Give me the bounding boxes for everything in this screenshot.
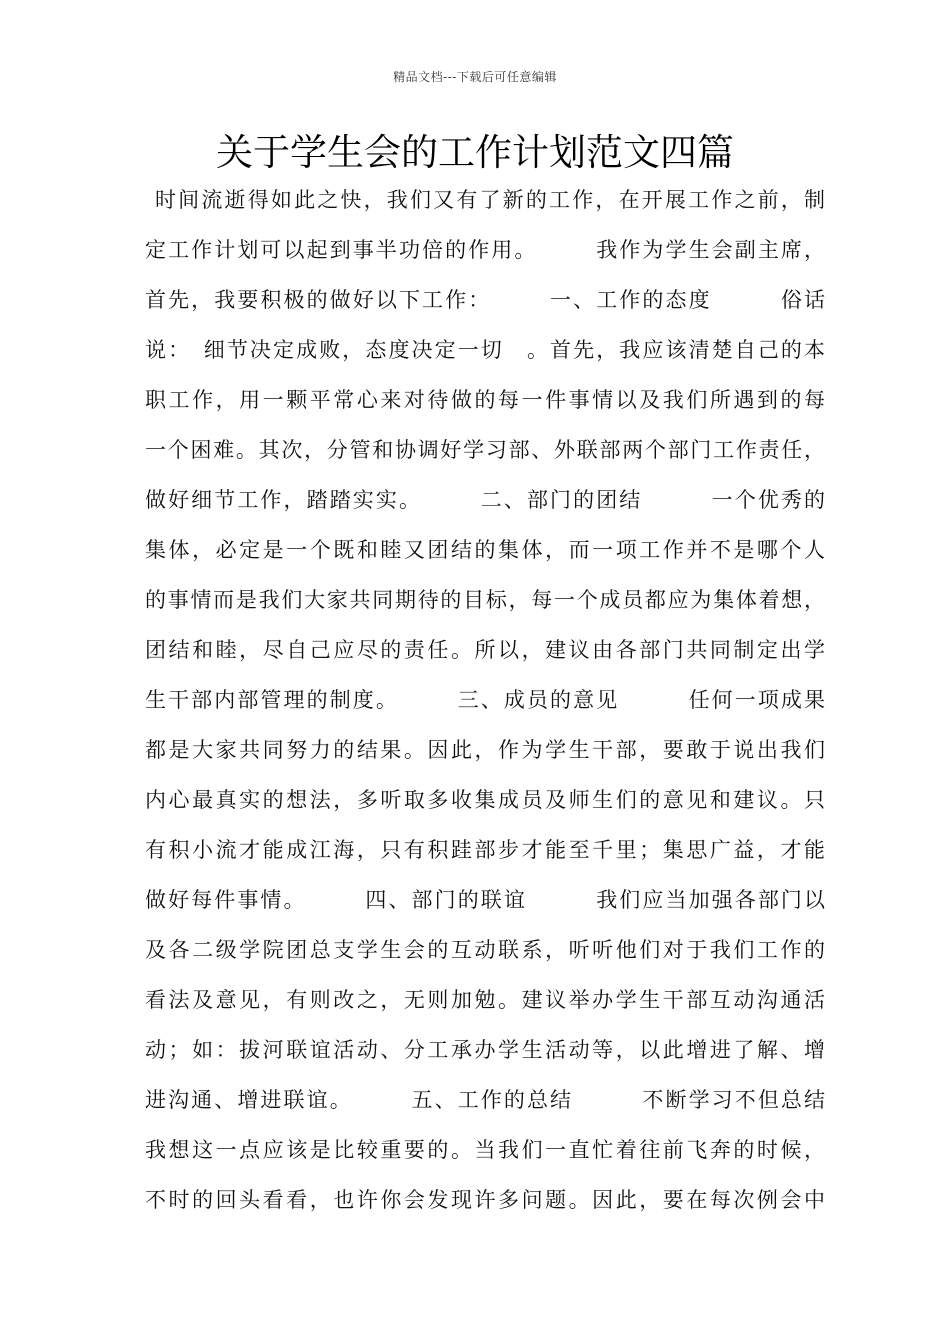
document-title: 关于学生会的工作计划范文四篇 xyxy=(216,131,734,174)
body-line: 都是大家共同努力的结果。因此，作为学生干部，要敢于说出我们 xyxy=(145,738,825,762)
body-line: 定工作计划可以起到事半功倍的作用。 我作为学生会副主席， xyxy=(145,238,825,262)
body-line: 内心最真实的想法，多听取多收集成员及师生们的意见和建议。只 xyxy=(145,788,825,812)
body-line: 职工作，用一颗平常心来对待做的每一件事情以及我们所遇到的每 xyxy=(145,388,825,412)
body-line: 时间流逝得如此之快，我们又有了新的工作，在开展工作之前，制 xyxy=(155,188,825,212)
body-line: 动；如：拔河联谊活动、分工承办学生活动等，以此增进了解、增 xyxy=(145,1038,825,1062)
body-line: 及各二级学院团总支学生会的互动联系，听听他们对于我们工作的 xyxy=(145,938,825,962)
body-line: 团结和睦，尽自己应尽的责任。所以，建议由各部门共同制定出学 xyxy=(145,638,825,662)
body-line: 看法及意见，有则改之，无则加勉。建议举办学生干部互动沟通活 xyxy=(145,988,825,1012)
document-body xyxy=(145,177,825,1227)
body-line: 一个困难。其次，分管和协调好学习部、外联部两个部门工作责任， xyxy=(145,438,825,462)
body-line: 生干部内部管理的制度。 三、成员的意见 任何一项成果 xyxy=(145,688,825,712)
body-line: 说： 细节决定成败，态度决定一切 。首先，我应该清楚自己的本 xyxy=(145,338,825,362)
header-note: 精品文档---下载后可任意编辑 xyxy=(393,70,557,84)
body-line: 的事情而是我们大家共同期待的目标，每一个成员都应为集体着想， xyxy=(145,588,825,612)
body-line: 有积小流才能成江海，只有积跬部步才能至千里；集思广益，才能 xyxy=(145,838,825,862)
body-line: 首先，我要积极的做好以下工作： 一、工作的态度 俗话 xyxy=(145,288,825,312)
body-line: 做好每件事情。 四、部门的联谊 我们应当加强各部门以 xyxy=(145,888,825,912)
body-line: 我想这一点应该是比较重要的。当我们一直忙着往前飞奔的时候， xyxy=(145,1138,825,1162)
body-line: 进沟通、增进联谊。 五、工作的总结 不断学习不但总结 xyxy=(145,1088,825,1112)
body-line: 集体，必定是一个既和睦又团结的集体，而一项工作并不是哪个人 xyxy=(145,538,825,562)
body-line: 不时的回头看看，也许你会发现许多问题。因此，要在每次例会中 xyxy=(145,1188,825,1212)
body-line: 做好细节工作，踏踏实实。 二、部门的团结 一个优秀的 xyxy=(145,488,825,512)
